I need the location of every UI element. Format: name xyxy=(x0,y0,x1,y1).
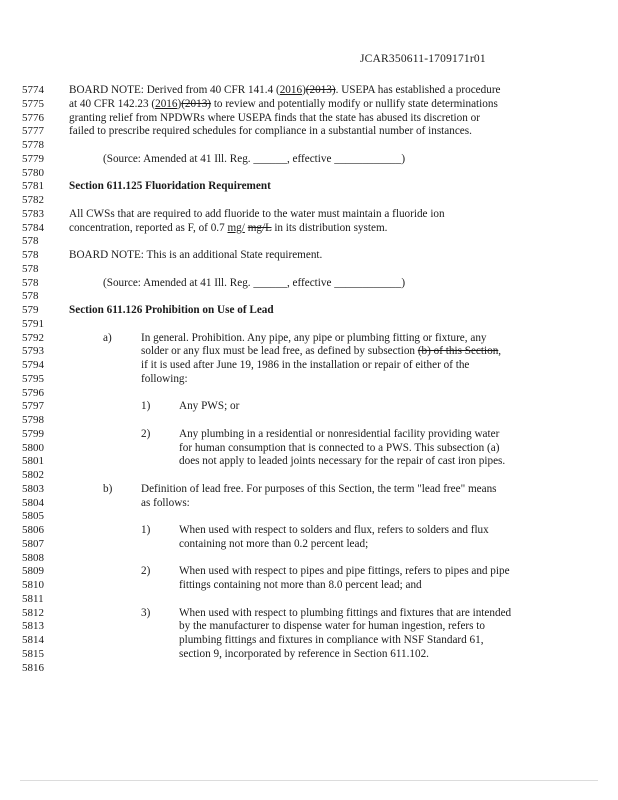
line-text xyxy=(69,83,501,97)
document-line xyxy=(0,344,618,358)
line-text xyxy=(179,578,422,592)
line-number: 5793 xyxy=(22,345,44,358)
line-number: 5803 xyxy=(22,482,44,495)
text-segment: following: xyxy=(141,372,188,385)
list-label: 2) xyxy=(141,565,151,578)
document-line xyxy=(0,372,618,386)
line-number: 5810 xyxy=(22,579,44,591)
line-text xyxy=(69,207,445,221)
line-text xyxy=(69,248,322,262)
line-number: 5796 xyxy=(22,386,44,399)
list-label: 1) xyxy=(141,524,151,536)
document-line xyxy=(0,317,618,331)
document-line xyxy=(0,111,618,125)
document-line xyxy=(0,482,618,496)
document-line xyxy=(0,496,618,510)
line-number: 5797 xyxy=(22,400,44,413)
line-text xyxy=(179,454,505,468)
list-label: a) xyxy=(103,331,112,344)
line-number: 5781 xyxy=(22,180,44,193)
text-segment: section 9, incorporated by reference in Section 611.102. xyxy=(179,647,429,660)
document-line xyxy=(0,551,618,565)
text-segment: (Source: Amended at 41 Ill. Reg. ______, effective ____________) xyxy=(103,276,406,289)
text-segment: Section 611.126 Prohibition on Use of Lead xyxy=(69,304,274,316)
document-line xyxy=(0,427,618,441)
text-segment: When used with respect to pipes and pipe fittings, refers to pipes and pipe xyxy=(179,565,510,578)
line-number: 5806 xyxy=(22,524,44,536)
line-number: 5780 xyxy=(22,166,44,179)
line-number: 5814 xyxy=(22,634,44,646)
text-segment: When used with respect to plumbing fittings and fixtures that are intended xyxy=(179,606,512,619)
document-id-header: JCAR350611-1709171r01 xyxy=(360,53,486,65)
document-line xyxy=(0,592,618,606)
line-text xyxy=(179,606,511,620)
document-line xyxy=(0,124,618,138)
document-line xyxy=(0,179,618,193)
line-text xyxy=(179,441,499,455)
inserted-text: 2016 xyxy=(155,97,178,110)
document-line xyxy=(0,207,618,221)
line-number: 5774 xyxy=(22,84,44,96)
text-segment: granting relief from NPDWRs where USEPA finds that the state has abused its discretion or xyxy=(69,111,480,124)
document-line xyxy=(0,234,618,248)
line-number: 5809 xyxy=(22,565,44,578)
section-heading xyxy=(69,179,271,193)
line-number: 579 xyxy=(22,304,39,316)
line-text xyxy=(179,427,499,441)
text-segment: Any plumbing in a residential or nonresidential facility providing water xyxy=(179,427,500,440)
line-number: 5782 xyxy=(22,194,44,206)
text-segment: . USEPA has established a procedure xyxy=(335,84,501,96)
text-segment: When used with respect to solders and flux, refers to solders and flux xyxy=(179,524,489,536)
text-segment: as follows: xyxy=(141,496,190,509)
document-line xyxy=(0,413,618,427)
inserted-text: mg/ xyxy=(227,221,245,234)
document-line xyxy=(0,358,618,372)
text-segment: to review and potentially modify or nullify state determinations xyxy=(211,97,498,110)
line-text xyxy=(179,647,429,661)
text-segment: at 40 CFR 142.23 ( xyxy=(69,97,156,110)
document-line xyxy=(0,152,618,166)
line-number: 5800 xyxy=(22,441,44,454)
line-number: 5812 xyxy=(22,606,44,619)
document-line xyxy=(0,523,618,537)
document-line xyxy=(0,289,618,303)
document-line xyxy=(0,509,618,523)
line-number: 5794 xyxy=(22,359,44,371)
text-segment: BOARD NOTE: Derived from 40 CFR 141.4 ( xyxy=(69,84,280,96)
text-segment: containing not more than 0.2 percent lead; xyxy=(179,537,369,550)
text-segment: plumbing fittings and fixtures in compliance with NSF Standard 61, xyxy=(179,634,484,646)
text-segment: All CWSs that are required to add fluoride to the water must maintain a fluoride ion xyxy=(69,207,445,220)
line-number: 5777 xyxy=(22,125,44,138)
line-text xyxy=(69,111,480,125)
line-number: 5799 xyxy=(22,427,44,440)
line-text xyxy=(179,399,239,413)
line-number: 5795 xyxy=(22,372,44,385)
text-segment: failed to prescribe required schedules for compliance in a substantial number of instances. xyxy=(69,125,472,138)
line-number: 5784 xyxy=(22,221,44,234)
text-segment: in its distribution system. xyxy=(271,221,388,234)
document-line xyxy=(0,647,618,661)
text-segment: ) xyxy=(177,97,182,110)
page-bottom-rule xyxy=(20,780,598,781)
line-number: 5807 xyxy=(22,537,44,550)
document-line xyxy=(0,564,618,578)
line-text xyxy=(141,344,501,358)
line-text xyxy=(141,496,190,510)
inserted-text: 2016 xyxy=(279,84,303,96)
line-number: 5801 xyxy=(22,455,44,468)
text-segment: Any PWS; or xyxy=(179,400,240,413)
document-line xyxy=(0,221,618,235)
line-number: 5775 xyxy=(22,97,44,110)
deleted-text: (2013) xyxy=(181,97,212,110)
line-number: 5811 xyxy=(22,592,44,605)
line-text xyxy=(141,372,188,386)
deleted-text: (b) of this Section xyxy=(417,345,499,358)
text-segment: (Source: Amended at 41 Ill. Reg. ______, effective ____________) xyxy=(103,152,406,165)
line-text xyxy=(179,633,484,647)
line-text xyxy=(179,564,510,578)
line-number: 578 xyxy=(22,262,39,275)
document-line xyxy=(0,633,618,647)
line-text xyxy=(141,482,497,496)
document-line xyxy=(0,399,618,413)
document-line xyxy=(0,619,618,633)
document-line xyxy=(0,661,618,675)
document-line xyxy=(0,193,618,207)
document-line xyxy=(0,138,618,152)
line-number: 5805 xyxy=(22,510,44,523)
list-label: 2) xyxy=(141,427,151,440)
document-line xyxy=(0,83,618,97)
list-label: 1) xyxy=(141,400,151,413)
line-text xyxy=(179,537,368,551)
line-number: 5778 xyxy=(22,139,44,151)
document-line xyxy=(0,331,618,345)
line-number: 5783 xyxy=(22,207,44,220)
document-line xyxy=(0,262,618,276)
line-number: 5802 xyxy=(22,469,44,481)
deleted-text: (2013) xyxy=(305,84,336,96)
document-line xyxy=(0,276,618,290)
line-number: 5816 xyxy=(22,661,44,674)
document-line xyxy=(0,454,618,468)
line-number: 578 xyxy=(22,276,39,289)
line-text xyxy=(179,523,489,537)
line-number: 578 xyxy=(22,235,39,248)
text-segment: fittings containing not more than 8.0 percent lead; and xyxy=(179,579,422,591)
line-text xyxy=(141,358,469,372)
document-line xyxy=(0,248,618,262)
document-line xyxy=(0,386,618,400)
document-line xyxy=(0,468,618,482)
text-segment: BOARD NOTE: This is an additional State requirement. xyxy=(69,249,323,261)
line-number: 5808 xyxy=(22,551,44,564)
text-segment: by the manufacturer to dispense water for human ingestion, refers to xyxy=(179,620,486,633)
text-segment: does not apply to leaded joints necessary for the repair of cast iron pipes. xyxy=(179,455,506,468)
deleted-text: mg/L xyxy=(247,221,272,234)
text-segment: Section 611.125 Fluoridation Requirement xyxy=(69,180,271,193)
line-number: 5804 xyxy=(22,496,44,509)
list-label: b) xyxy=(103,482,113,495)
document-line xyxy=(0,537,618,551)
text-segment: In general. Prohibition. Any pipe, any pipe or plumbing fitting or fixture, any xyxy=(141,331,487,344)
line-number: 578 xyxy=(22,290,39,303)
document-line xyxy=(0,303,618,317)
line-text xyxy=(141,331,487,345)
text-segment: concentration, reported as F, of 0.7 xyxy=(69,221,228,234)
line-number: 578 xyxy=(22,249,39,261)
line-text xyxy=(179,619,485,633)
section-heading xyxy=(69,303,274,317)
line-text xyxy=(69,221,387,235)
line-text xyxy=(103,276,405,290)
text-segment: solder or any flux must be lead free, as defined by subsection xyxy=(141,345,418,358)
document-line xyxy=(0,166,618,180)
line-number: 5798 xyxy=(22,414,44,426)
line-number: 5791 xyxy=(22,317,44,330)
line-number: 5776 xyxy=(22,111,44,124)
document-line xyxy=(0,578,618,592)
line-text xyxy=(103,152,405,166)
text-segment: if it is used after June 19, 1986 in the installation or repair of either of the xyxy=(141,359,470,371)
text-segment: ) xyxy=(302,84,306,96)
text-segment: , xyxy=(498,345,502,358)
document-line xyxy=(0,97,618,111)
text-segment: Definition of lead free. For purposes of this Section, the term "lead free" means xyxy=(141,482,497,495)
line-text xyxy=(69,124,472,138)
line-number: 5813 xyxy=(22,620,44,633)
document-line xyxy=(0,441,618,455)
document-line xyxy=(0,606,618,620)
line-number: 5779 xyxy=(22,152,44,165)
line-number: 5792 xyxy=(22,331,44,344)
list-label: 3) xyxy=(141,606,151,619)
line-number: 5815 xyxy=(22,647,44,660)
text-segment: for human consumption that is connected to a PWS. This subsection (a) xyxy=(179,441,500,454)
line-text xyxy=(69,97,498,111)
